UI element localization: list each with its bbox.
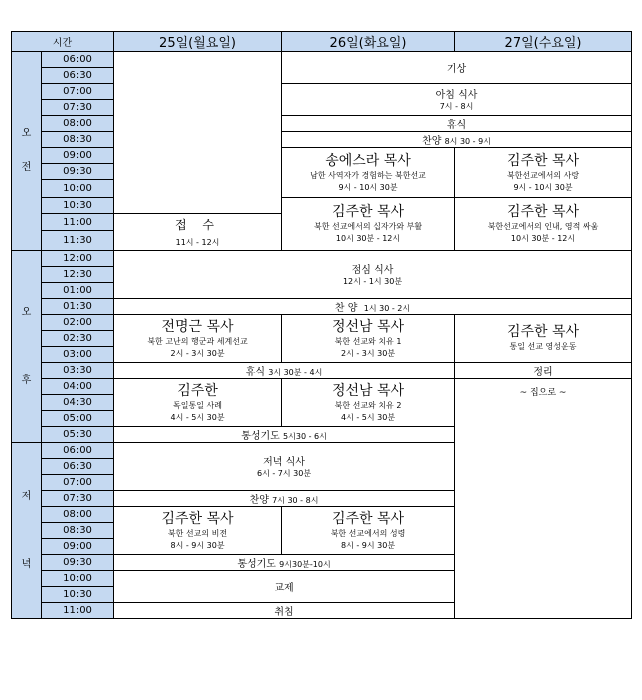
header-day2: 26일(화요일) — [282, 32, 455, 52]
event-rest: 휴식 — [282, 116, 632, 132]
event-breakfast: 아침 식사 7시 - 8시 — [282, 84, 632, 116]
time-cell: 02:00 — [42, 315, 114, 331]
event-reception: 접 수 11시 - 12시 — [114, 214, 282, 251]
time-cell: 06:00 — [42, 443, 114, 459]
session-jeon: 전명근 목사 북한 고난의 행군과 세계선교 2시 - 3시 30분 — [114, 315, 282, 363]
time-cell: 09:00 — [42, 148, 114, 164]
time-cell: 11:00 — [42, 214, 114, 231]
session-jung-2: 정선남 목사 북한 선교와 치유 2 4시 - 5시 30분 — [282, 379, 455, 427]
session-kim-love: 김주한 목사 북한선교에서의 사랑 9시 - 10시 30분 — [455, 148, 632, 198]
time-cell: 06:30 — [42, 68, 114, 84]
time-cell: 09:00 — [42, 539, 114, 555]
time-cell: 07:30 — [42, 491, 114, 507]
event-wakeup: 기상 — [282, 52, 632, 84]
event-praise-eve: 찬양 7시 30 - 8시 — [114, 491, 455, 507]
period-afternoon: 오 후 — [12, 251, 42, 443]
session-kim-cross: 김주한 목사 북한 선교에서의 십자가와 부활 10시 30분 - 12시 — [282, 198, 455, 251]
time-cell: 12:00 — [42, 251, 114, 267]
time-cell: 03:00 — [42, 347, 114, 363]
time-cell: 04:30 — [42, 395, 114, 411]
header-day1: 25일(월요일) — [114, 32, 282, 52]
period-morning: 오 전 — [12, 52, 42, 251]
event-lunch: 점심 식사 12시 - 1시 30분 — [114, 251, 632, 299]
header-day3: 27일(수요일) — [455, 32, 632, 52]
time-cell: 02:30 — [42, 331, 114, 347]
event-bedtime: 취침 — [114, 603, 455, 619]
time-cell: 10:30 — [42, 198, 114, 214]
time-cell: 06:00 — [42, 52, 114, 68]
header-time: 시간 — [12, 32, 114, 52]
time-cell: 10:00 — [42, 571, 114, 587]
monday-blank — [114, 52, 282, 214]
time-cell: 11:30 — [42, 231, 114, 251]
session-kim-spirit: 김주한 목사 북한 선교에서의 성령 8시 - 9시 30분 — [282, 507, 455, 555]
time-cell: 07:00 — [42, 475, 114, 491]
time-cell: 07:30 — [42, 100, 114, 116]
time-cell: 03:30 — [42, 363, 114, 379]
session-song: 송에스라 목사 남한 사역자가 경험하는 북한선교 9시 - 10시 30분 — [282, 148, 455, 198]
session-kim-patience: 김주한 목사 북한선교에서의 인내, 영적 싸움 10시 30분 - 12시 — [455, 198, 632, 251]
time-cell: 01:30 — [42, 299, 114, 315]
event-wrapup: 정리 — [455, 363, 632, 379]
time-cell: 08:00 — [42, 507, 114, 523]
time-cell: 12:30 — [42, 267, 114, 283]
event-prayer-pm: 통성기도 5시30 - 6시 — [114, 427, 455, 443]
time-cell: 08:30 — [42, 132, 114, 148]
time-cell: 04:00 — [42, 379, 114, 395]
time-cell: 10:30 — [42, 587, 114, 603]
event-fellowship: 교제 — [114, 571, 455, 603]
session-kim-germany: 김주한 독일통일 사례 4시 - 5시 30분 — [114, 379, 282, 427]
time-cell: 07:00 — [42, 84, 114, 100]
time-cell: 09:30 — [42, 555, 114, 571]
session-kim-vision: 김주한 목사 북한 선교의 비전 8시 - 9시 30분 — [114, 507, 282, 555]
time-cell: 08:30 — [42, 523, 114, 539]
event-dinner: 저녁 식사 6시 - 7시 30분 — [114, 443, 455, 491]
schedule-table — [11, 31, 632, 619]
time-row — [12, 52, 632, 68]
time-cell: 05:30 — [42, 427, 114, 443]
time-cell: 10:00 — [42, 180, 114, 198]
period-evening: 저 녁 — [12, 443, 42, 619]
event-praise-pm: 찬 양 1시 30 - 2시 — [114, 299, 632, 315]
time-cell: 09:30 — [42, 164, 114, 180]
header-row — [12, 32, 632, 52]
event-praise-am: 찬양 8시 30 - 9시 — [282, 132, 632, 148]
time-cell: 06:30 — [42, 459, 114, 475]
time-cell: 11:00 — [42, 603, 114, 619]
session-kim-unification: 김주한 목사 통일 선교 영성운동 — [455, 315, 632, 363]
time-cell: 05:00 — [42, 411, 114, 427]
event-rest-pm: 휴식 3시 30분 - 4시 — [114, 363, 455, 379]
time-cell: 08:00 — [42, 116, 114, 132]
event-home: ~ 집으로 ~ — [455, 379, 632, 619]
session-jung-1: 정선남 목사 북한 선교와 치유 1 2시 - 3시 30분 — [282, 315, 455, 363]
time-cell: 01:00 — [42, 283, 114, 299]
event-prayer-eve: 통성기도 9시30분-10시 — [114, 555, 455, 571]
